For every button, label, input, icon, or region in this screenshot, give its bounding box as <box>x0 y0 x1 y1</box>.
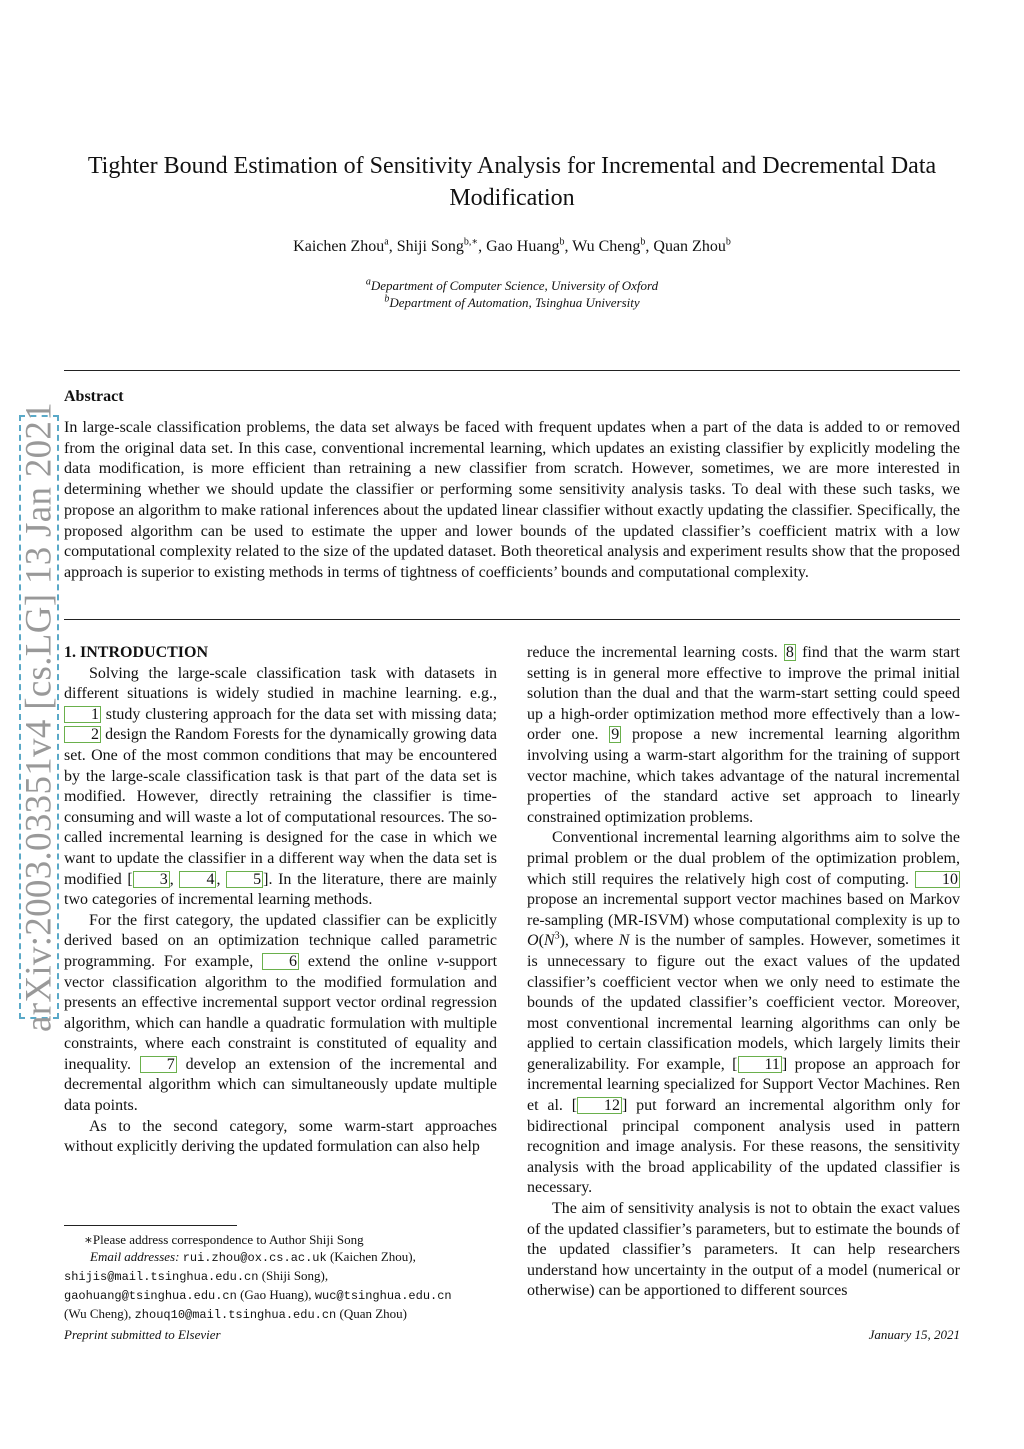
author-sup: b,∗ <box>463 236 479 248</box>
paragraph: Solving the large-scale classification task with datasets in different situations is widely studied in machine learning. e.g., 1 study clustering approach for the data set with missing data; 2 design the Random Forests for the dynamically growing data set. One of the most common conditions that may be encountered by the large-scale classification task is that part of the data set is modified. However, directly retraining the classifier is time-consuming and will waste a lot of computational resources. The so-called incremental learning is designed for the case in which we want to update the classifier in a different way when the data set is modified [ 3 , 4 , 5 ]. In the literature, there are mainly two categories of incremental learning methods. <box>64 664 498 909</box>
affiliation <box>60 294 964 311</box>
email-address[interactable]: zhouq10@mail.tsinghua.edu.cn <box>134 1308 337 1322</box>
email-line: shijis@mail.tsinghua.edu.cn (Shiji Song), <box>64 1268 329 1284</box>
paragraph: For the first category, the updated classifier can be explicitly derived based on an optimization technique called parametric programming. For example, 6 extend the online ν-support vector classification algorithm to the modified formulation and presents an effective incremental support vector ordinal regression algorithm, which can handle a quadratic formulation with multiple constraints, where each constraint is constituted of equality and inequality. 7 develop an extension of the incremental and decremental algorithm which can simultaneously update multiple data points. <box>64 911 498 1115</box>
arxiv-identifier: arXiv:2003.03351v4 [cs.LG] 13 Jan 2021 <box>18 401 60 1033</box>
footer-left: Preprint submitted to Elsevier <box>64 1327 221 1342</box>
citation-link[interactable]: 9 <box>611 726 620 744</box>
citation-link[interactable]: 8 <box>785 644 794 661</box>
abstract-heading: Abstract <box>64 388 124 405</box>
paper-title: Tighter Bound Estimation of Sensitivity Analysis for Incremental and Decremental Data Modification <box>87 153 937 211</box>
paragraph: As to the second category, some warm-start approaches without explicitly deriving the updated formulation can also help <box>64 1117 497 1156</box>
citation-link[interactable]: 7 <box>140 1056 177 1073</box>
affiliations <box>60 277 964 311</box>
abstract-text: In large-scale classification problems, the data set always be faced with frequent updates when a part of the data is added to or removed from the original data set. In this case, conventional incremental learning, which updates an existing classifier by explicitly modeling the data modification, is more efficient than retraining a new classifier from scratch. However, sometimes, we are more interested in determining whether we should update the classifier or performing some sensitivity analysis tasks. To deal with these such tasks, we propose an algorithm to make rational inferences about the updated linear classifier without exactly updating the classifier. Specifically, the proposed algorithm can be used to estimate the upper and lower bounds of the updated classifier’s coefficient matrix with a low computational complexity related to the size of the updated dataset. Both theoretical analysis and experiment results show that the proposed approach is superior to existing methods in terms of tightness of coefficients’ bounds and computational complexity. <box>64 419 960 581</box>
author-sup: b <box>725 236 731 248</box>
affiliation <box>60 277 964 294</box>
email-address[interactable]: wuc@tsinghua.edu.cn <box>314 1289 452 1303</box>
section-heading: 1. INTRODUCTION <box>64 644 209 661</box>
citation-link[interactable]: 10 <box>915 871 960 888</box>
citation-link[interactable]: 1 <box>64 706 101 723</box>
citation-link[interactable]: 11 <box>738 1056 782 1073</box>
affiliation-text: Department of Automation, Tsinghua University <box>389 295 640 310</box>
citation-link[interactable]: 12 <box>577 1097 622 1114</box>
email-line: gaohuang@tsinghua.edu.cn (Gao Huang), wuc@tsinghua.edu.cn <box>64 1287 452 1303</box>
math-symbol: ν <box>436 952 444 970</box>
email-label: Email addresses: <box>90 1249 183 1264</box>
author-sup: b <box>559 236 565 248</box>
email-addresses <box>64 1248 504 1324</box>
citation-link[interactable]: 3 <box>133 871 170 888</box>
math-superscript: 3 <box>554 930 560 942</box>
citation-link[interactable]: 5 <box>226 871 263 888</box>
abstract-bottom-rule <box>64 619 960 620</box>
paragraph: The aim of sensitivity analysis is not to obtain the exact values of the updated classifier’s parameters, but to estimate the bounds of the updated classifier’s parameters. It can help researchers understand how uncertainty in the output of a model (numerical or otherwise) can be apportioned to different sources <box>527 1200 960 1300</box>
right-column <box>527 643 960 1302</box>
author-sup: b <box>640 236 646 248</box>
citation-link[interactable]: 6 <box>262 953 299 970</box>
affiliation-sup: a <box>365 276 371 288</box>
author-sup: a <box>384 236 389 248</box>
paragraph: reduce the incremental learning costs. 8 find that the warm start setting is in general more effective to improve the primal initial solution than the dual and that the warm-start setting could speed up a high-order optimization method more effectively than a low-order one. 9 propose a new incremental learning algorithm involving using a warm-start algorithm for the training of support vector machine, which takes advantage of the natural incremental properties of the standard active set approach to linearly constrained optimization problems. <box>527 644 961 826</box>
citation-link[interactable]: 2 <box>64 726 101 743</box>
author-name: Kaichen Zhou <box>293 238 385 255</box>
email-line: (Wu Cheng), zhouq10@mail.tsinghua.edu.cn (Quan Zhou) <box>64 1306 408 1322</box>
email-address[interactable]: gaohuang@tsinghua.edu.cn <box>64 1289 237 1303</box>
right-paragraphs <box>527 643 960 1302</box>
citation-link[interactable]: 4 <box>179 871 216 888</box>
left-paragraphs <box>64 664 497 1158</box>
top-rule <box>64 370 960 371</box>
author-name: Gao Huang <box>486 238 560 255</box>
author-name: Quan Zhou <box>653 238 726 255</box>
author-name: Shiji Song <box>396 238 464 255</box>
left-column <box>64 643 497 1158</box>
footer-right: January 15, 2021 <box>868 1327 960 1342</box>
footnote <box>64 1231 504 1324</box>
affiliation-sup: b <box>384 293 390 305</box>
author-list: Kaichen Zhou$^a$, Shiji Song$^{b,∗}$, Gao Huang$^b$, Wu Cheng$^b$, Quan Zhou$^b$ <box>293 236 731 255</box>
math-symbol: N <box>618 932 630 950</box>
footnote-rule <box>64 1225 237 1226</box>
author-name: Wu Cheng <box>572 238 641 255</box>
correspondence-note: ∗Please address correspondence to Author Shiji Song <box>84 1232 364 1247</box>
paragraph: Conventional incremental learning algorithms aim to solve the primal problem or the dual problem of the optimization problem, which still requires the relatively high cost of computing. 10 propose an incremental support vector machines based on Markov re-sampling (MR-ISVM) whose computational complexity is up to $O(N^3)$, where N is the number of samples. However, sometimes it is unnecessary to figure out the exact values of the updated classifier’s coefficient vector when we only need to estimate the bounds of the updated classifier’s coefficient vector. Moreover, most conventional incremental learning algorithms can only be applied to certain classification models, which largely limits their generalizability. For example, [ 11 ] propose an approach for incremental learning specialized for Support Vector Machines. Ren et al. [ 12 ] put forward an incremental algorithm only for bidirectional principal component analysis used in pattern recognition and image analysis. For these reasons, the sensitivity analysis with the broad applicability of the updated classifier is necessary. <box>527 829 961 1197</box>
math-symbol: O <box>527 932 539 950</box>
email-line: Email addresses: rui.zhou@ox.cs.ac.uk (Kaichen Zhou), <box>90 1249 416 1265</box>
math-symbol: N <box>543 932 555 950</box>
email-address[interactable]: rui.zhou@ox.cs.ac.uk <box>182 1251 327 1265</box>
affiliation-text: Department of Computer Science, University of Oxford <box>370 278 659 293</box>
email-address[interactable]: shijis@mail.tsinghua.edu.cn <box>64 1270 259 1284</box>
